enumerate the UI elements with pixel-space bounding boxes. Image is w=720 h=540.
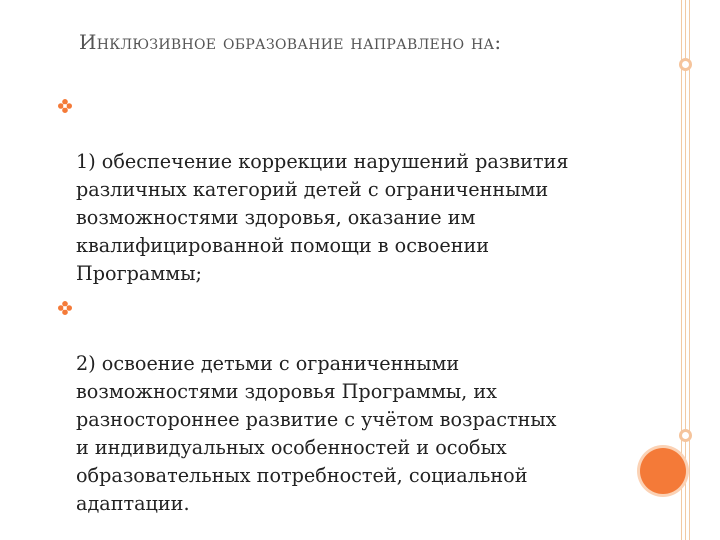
bullet-text: 1) обеспечение коррекции нарушений развития различных категорий детей с ограниченными возможностями здоровья, оказание им квалифицированной помощи в освоении Программы; <box>76 150 569 285</box>
decorative-rail-line <box>689 0 690 540</box>
decorative-rail-line <box>685 0 686 540</box>
rail-ring-top <box>679 58 692 71</box>
bullet-item <box>58 294 658 518</box>
bullet-list <box>58 92 658 518</box>
bullet-text: 2) освоение детьми с ограниченными возможностями здоровья Программы, их разностороннее развитие с учётом возрастных и индивидуальных особенностей и особых образовательных потребностей, социальной адаптации. <box>76 352 557 515</box>
flower-bullet-icon <box>58 301 72 315</box>
flower-bullet-icon <box>58 99 72 113</box>
slide-title: Инклюзивное образование направлено на: <box>79 30 502 54</box>
rail-ring-bottom <box>679 429 692 442</box>
bullet-item <box>58 92 658 288</box>
